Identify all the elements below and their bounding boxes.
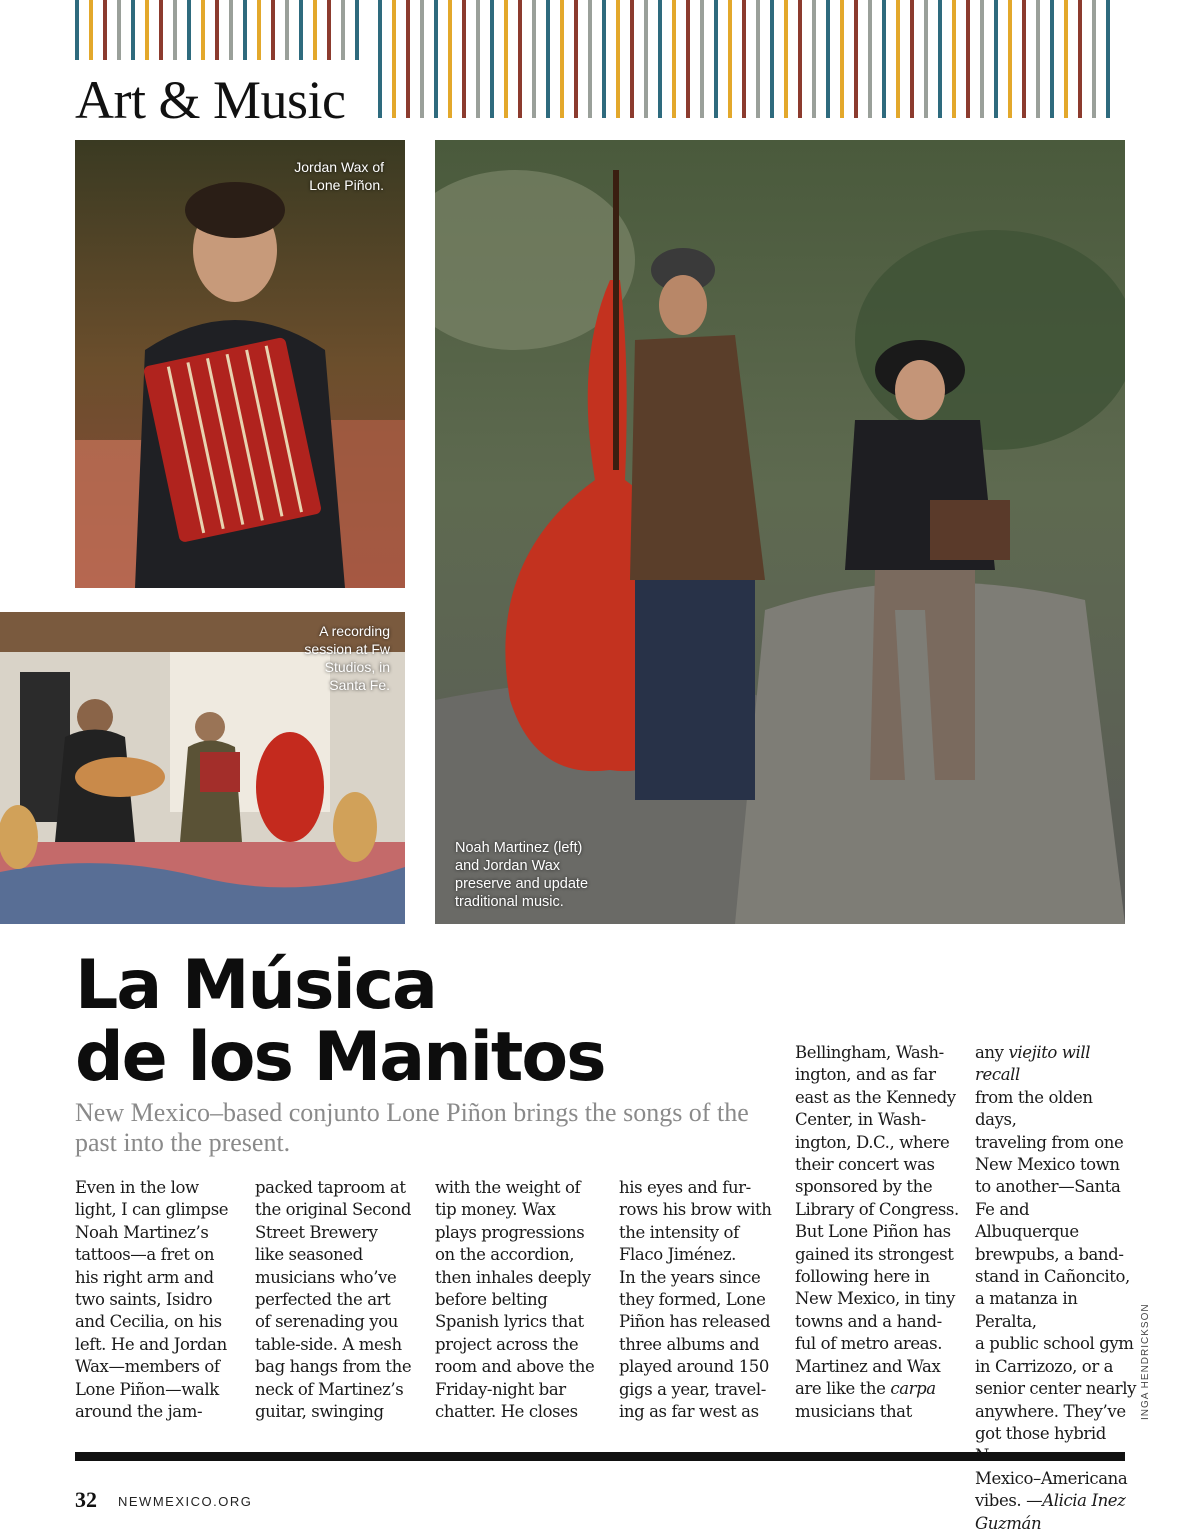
body-line: Street Brewery (255, 1222, 378, 1242)
stripe (966, 0, 970, 118)
decorative-stripes-right (378, 0, 1128, 118)
stripe (882, 0, 886, 118)
stripe (602, 0, 606, 118)
body-line: Guzmán (975, 1513, 1042, 1533)
body-line: a public school gym (975, 1334, 1134, 1354)
stripe (812, 0, 816, 118)
headline-line: de los Manitos (75, 1018, 605, 1097)
body-line: Fe and Albuquerque (975, 1199, 1079, 1242)
stripe (490, 0, 494, 118)
body-line: three albums and (619, 1334, 760, 1354)
body-line: plays progressions (435, 1222, 585, 1242)
body-line: tip money. Wax (435, 1200, 556, 1220)
body-line: ington, D.C., where (795, 1132, 950, 1152)
section-title: Art & Music (75, 70, 346, 130)
body-line: vibes. —Alicia Inez (975, 1491, 1126, 1511)
caption-recording-session (270, 622, 390, 694)
body-line: But Lone Piñon has (795, 1222, 951, 1242)
body-line: gigs a year, travel- (619, 1379, 766, 1399)
body-line: Center, in Wash- (795, 1110, 926, 1130)
body-line: stand in Cañoncito, (975, 1267, 1130, 1287)
caption-line: Santa Fe. (329, 677, 390, 693)
body-line: in Carrizozo, or a (975, 1356, 1114, 1376)
body-line: Martinez and Wax (795, 1356, 941, 1376)
stripe (1022, 0, 1026, 118)
body-line: ing as far west as (619, 1402, 759, 1422)
stripe (145, 0, 149, 60)
stripe (994, 0, 998, 118)
body-line: two saints, Isidro (75, 1290, 213, 1310)
body-line: brewpubs, a band- (975, 1244, 1124, 1264)
caption-duo-outdoors (455, 839, 635, 911)
stripe (476, 0, 480, 118)
caption-line: preserve and update (455, 876, 589, 892)
body-line: ful of metro areas. (795, 1334, 943, 1354)
site-url: NEWMEXICO.ORG (118, 1494, 253, 1509)
stripe (299, 0, 303, 60)
photo-accordion-player (75, 140, 405, 588)
photo-credit: INGA HENDRICKSON (1140, 1303, 1151, 1420)
caption-line: Noah Martinez (left) (455, 840, 583, 856)
body-line: anywhere. They’ve (975, 1401, 1126, 1421)
stripe (714, 0, 718, 118)
body-line: New Mexico town (975, 1155, 1120, 1175)
body-line: gained its strongest (795, 1244, 954, 1264)
stripe (1106, 0, 1110, 118)
stripe (1078, 0, 1082, 118)
stripe (327, 0, 331, 60)
stripe (173, 0, 177, 60)
caption-line: Lone Piñon. (309, 177, 384, 193)
body-line: left. He and Jordan (75, 1334, 227, 1354)
stripe (756, 0, 760, 118)
stripe (1050, 0, 1054, 118)
caption-accordion-player (260, 158, 384, 194)
body-line: ington, and as far (795, 1065, 936, 1085)
footer-rule (75, 1452, 1125, 1461)
body-line: Piñon has released (619, 1312, 771, 1332)
stripe (117, 0, 121, 60)
stripe (187, 0, 191, 60)
body-line: they formed, Lone (619, 1290, 766, 1310)
stripe (313, 0, 317, 60)
article-deck: New Mexico–based conjunto Lone Piñon brings the songs of the past into the present. (75, 1098, 749, 1157)
article-headline (75, 946, 775, 1097)
body-line: Even in the low (75, 1178, 199, 1197)
body-line: his right arm and (75, 1267, 214, 1287)
stripe (1064, 0, 1068, 118)
body-line: any viejito will recall (975, 1043, 1091, 1085)
body-line: bag hangs from the (255, 1357, 412, 1377)
caption-line: and Jordan Wax (455, 858, 561, 874)
body-line: Noah Martinez’s (75, 1222, 209, 1242)
body-line: guitar, swinging (255, 1402, 384, 1422)
body-line: the original Second (255, 1200, 412, 1220)
body-line: Wax—members of (75, 1357, 220, 1377)
caption-line: A recording (319, 623, 390, 639)
stripe (868, 0, 872, 118)
body-line: New Mexico, in tiny (795, 1289, 955, 1309)
stripe (229, 0, 233, 60)
body-line: musicians that (795, 1401, 912, 1421)
body-line: before belting (435, 1290, 548, 1310)
body-line: are like the carpa (795, 1379, 936, 1399)
stripe (938, 0, 942, 118)
body-line: with the weight of (435, 1178, 581, 1197)
stripe (700, 0, 704, 118)
stripe (341, 0, 345, 60)
headline-line: La Música (75, 946, 436, 1025)
body-line: of serenading you (255, 1312, 398, 1332)
stripe (896, 0, 900, 118)
body-line: played around 150 (619, 1357, 769, 1377)
photo-duo-outdoors (435, 140, 1125, 924)
body-column-3 (435, 1177, 605, 1423)
body-column-2 (255, 1177, 425, 1423)
body-line: Friday-night bar (435, 1379, 566, 1399)
stripe (546, 0, 550, 118)
stripe (1036, 0, 1040, 118)
stripe (910, 0, 914, 118)
body-line: Mexico–Americana (975, 1468, 1128, 1488)
stripe (826, 0, 830, 118)
stripe (518, 0, 522, 118)
body-line: from the olden days, (975, 1087, 1093, 1130)
stripe (952, 0, 956, 118)
stripe (392, 0, 396, 118)
stripe (630, 0, 634, 118)
body-line: and Cecilia, on his (75, 1312, 222, 1332)
stripe (616, 0, 620, 118)
body-line: got those hybrid (975, 1423, 1106, 1443)
stripe (462, 0, 466, 118)
stripe (257, 0, 261, 60)
body-line: perfected the art (255, 1290, 391, 1310)
body-line: Flaco Jiménez. (619, 1245, 737, 1265)
body-line: east as the Kennedy (795, 1087, 956, 1107)
body-line: Spanish lyrics that (435, 1312, 584, 1332)
body-line: around the jam- (75, 1402, 203, 1422)
body-line: then inhales deeply (435, 1267, 591, 1287)
stripe (560, 0, 564, 118)
stripe (448, 0, 452, 118)
body-line: project across the (435, 1334, 579, 1354)
body-line: to another—Santa (975, 1177, 1121, 1197)
stripe (574, 0, 578, 118)
stripe (434, 0, 438, 118)
body-line: towns and a hand- (795, 1311, 942, 1331)
stripe (75, 0, 79, 60)
stripe (784, 0, 788, 118)
body-line: rows his brow with (619, 1200, 772, 1220)
body-line: light, I can glimpse (75, 1200, 229, 1220)
stripe (798, 0, 802, 118)
stripe (215, 0, 219, 60)
stripe (686, 0, 690, 118)
stripe (406, 0, 410, 118)
stripe (742, 0, 746, 118)
stripe (840, 0, 844, 118)
stripe (672, 0, 676, 118)
stripe (355, 0, 359, 60)
stripe (243, 0, 247, 60)
body-line: senior center nearly (975, 1379, 1137, 1399)
stripe (770, 0, 774, 118)
body-line: chatter. He closes (435, 1402, 578, 1422)
stripe (89, 0, 93, 60)
body-column-5 (795, 1042, 965, 1423)
page-number: 32 (75, 1487, 97, 1512)
caption-line: session at Fw (304, 641, 390, 657)
body-line: a matanza in Peralta, (975, 1289, 1078, 1331)
stripe (1092, 0, 1096, 118)
stripe (131, 0, 135, 60)
decorative-stripes-left (75, 0, 367, 60)
body-line: their concert was (795, 1155, 935, 1175)
stripe (588, 0, 592, 118)
stripe (201, 0, 205, 60)
body-line: the intensity of (619, 1222, 739, 1242)
stripe (1008, 0, 1012, 118)
stripe (728, 0, 732, 118)
body-column-4 (619, 1177, 789, 1423)
body-line: tattoos—a fret on (75, 1245, 215, 1265)
stripe (924, 0, 928, 118)
body-line: packed taproom at (255, 1178, 406, 1197)
body-line: traveling from one (975, 1132, 1124, 1152)
body-line: his eyes and fur- (619, 1178, 751, 1197)
stripe (271, 0, 275, 60)
body-line: following here in (795, 1267, 930, 1287)
body-line: Library of Congress. (795, 1199, 959, 1219)
stripe (420, 0, 424, 118)
body-line: In the years since (619, 1267, 761, 1287)
body-line: Bellingham, Wash- (795, 1043, 944, 1062)
body-line: table-side. A mesh (255, 1334, 402, 1354)
stripe (159, 0, 163, 60)
body-line: Lone Piñon—walk (75, 1379, 219, 1399)
stripe (378, 0, 382, 118)
stripe (532, 0, 536, 118)
stripe (504, 0, 508, 118)
caption-line: Studios, in (324, 659, 390, 675)
stripe (644, 0, 648, 118)
stripe (103, 0, 107, 60)
body-line: like seasoned (255, 1245, 363, 1265)
body-column-1 (75, 1177, 245, 1423)
stripe (980, 0, 984, 118)
body-line: musicians who’ve (255, 1267, 397, 1287)
body-line: sponsored by the (795, 1177, 933, 1197)
stripe (285, 0, 289, 60)
body-line: on the accordion, (435, 1245, 575, 1265)
caption-line: traditional music. (455, 894, 564, 910)
caption-line: Jordan Wax of (294, 159, 384, 175)
body-line: room and above the (435, 1357, 595, 1377)
stripe (854, 0, 858, 118)
stripe (658, 0, 662, 118)
body-line: neck of Martinez’s (255, 1379, 404, 1399)
